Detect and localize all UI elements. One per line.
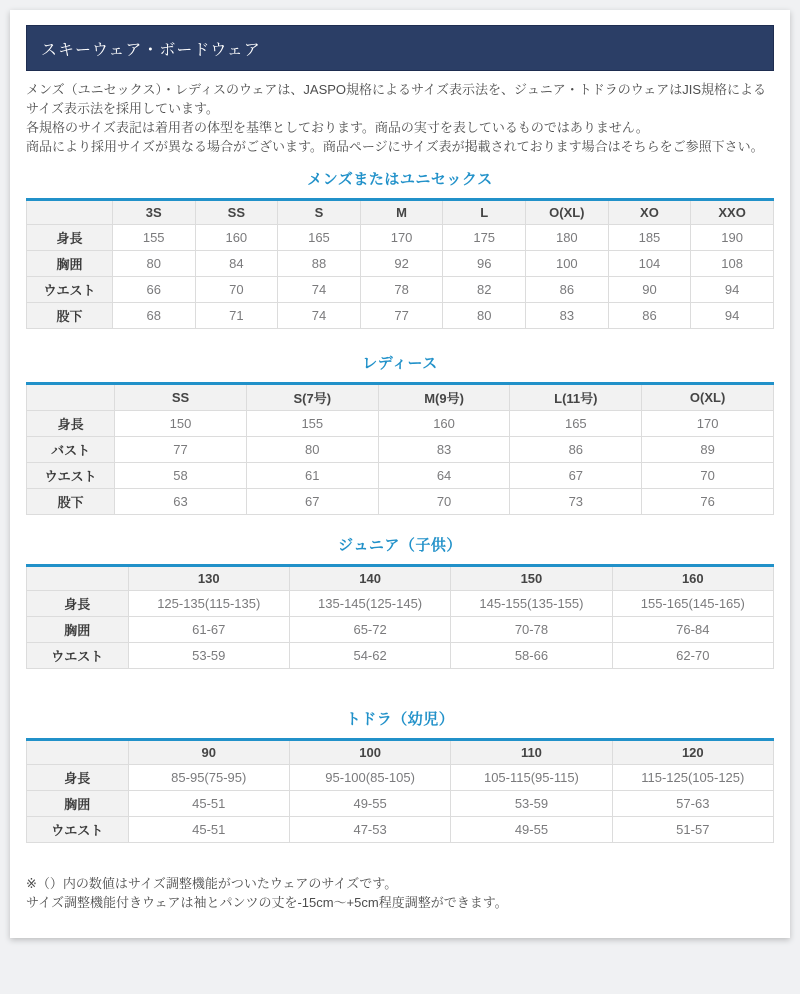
- column-header: 3S: [112, 200, 195, 225]
- value-cell: 67: [510, 463, 642, 489]
- table-row: [27, 643, 774, 669]
- footnotes: [26, 874, 774, 912]
- table-row: [27, 411, 774, 437]
- row-label: 身長: [27, 225, 113, 251]
- value-cell: 62-70: [612, 643, 773, 669]
- table-header-row: [27, 200, 774, 225]
- table-row: [27, 251, 774, 277]
- value-cell: 80: [246, 437, 378, 463]
- value-cell: 49-55: [451, 817, 612, 843]
- intro-line: 各規格のサイズ表記は着用者の体型を基準としております。商品の実寸を表しているものではありません。: [26, 120, 649, 135]
- row-label: 胸囲: [27, 251, 113, 277]
- value-cell: 84: [195, 251, 278, 277]
- value-cell: 83: [526, 303, 609, 329]
- column-header: XO: [608, 200, 691, 225]
- table-row: [27, 225, 774, 251]
- value-cell: 73: [510, 489, 642, 515]
- row-label: ウエスト: [27, 277, 113, 303]
- value-cell: 71: [195, 303, 278, 329]
- value-cell: 82: [443, 277, 526, 303]
- value-cell: 170: [360, 225, 443, 251]
- intro-line: メンズ（ユニセックス）・レディスのウェアは、JASPO規格によるサイズ表示法を、ジュニア・トドラのウェアはJIS規格によるサイズ表示法を採用しています。: [26, 82, 767, 116]
- size-table-section-toddler: [26, 709, 774, 843]
- value-cell: 76: [642, 489, 774, 515]
- column-header: SS: [195, 200, 278, 225]
- column-header: L: [443, 200, 526, 225]
- column-header: 150: [451, 566, 612, 591]
- column-header: 120: [612, 740, 773, 765]
- table-title-mens-unisex: メンズまたはユニセックス: [307, 171, 493, 188]
- value-cell: 76-84: [612, 617, 773, 643]
- column-header: O(XL): [526, 200, 609, 225]
- value-cell: 63: [115, 489, 247, 515]
- column-header: O(XL): [642, 384, 774, 411]
- row-label: 股下: [27, 489, 115, 515]
- value-cell: 165: [510, 411, 642, 437]
- table-row: [27, 463, 774, 489]
- value-cell: 115-125(105-125): [612, 765, 773, 791]
- value-cell: 100: [526, 251, 609, 277]
- corner-cell: [27, 384, 115, 411]
- table-row: [27, 303, 774, 329]
- value-cell: 89: [642, 437, 774, 463]
- value-cell: 45-51: [128, 817, 289, 843]
- value-cell: 85-95(75-95): [128, 765, 289, 791]
- value-cell: 54-62: [289, 643, 450, 669]
- size-table-section-junior: [26, 535, 774, 669]
- value-cell: 86: [510, 437, 642, 463]
- value-cell: 150: [115, 411, 247, 437]
- size-table-ladies: [26, 382, 774, 515]
- row-label: 胸囲: [27, 791, 129, 817]
- value-cell: 51-57: [612, 817, 773, 843]
- value-cell: 70: [642, 463, 774, 489]
- corner-cell: [27, 566, 129, 591]
- table-header-row: [27, 740, 774, 765]
- value-cell: 78: [360, 277, 443, 303]
- column-header: 140: [289, 566, 450, 591]
- size-table-toddler: [26, 738, 774, 843]
- value-cell: 57-63: [612, 791, 773, 817]
- table-row: [27, 437, 774, 463]
- value-cell: 86: [526, 277, 609, 303]
- column-header: M(9号): [378, 384, 510, 411]
- value-cell: 95-100(85-105): [289, 765, 450, 791]
- table-title-toddler: トドラ（幼児）: [345, 711, 455, 728]
- table-row: [27, 277, 774, 303]
- corner-cell: [27, 200, 113, 225]
- value-cell: 104: [608, 251, 691, 277]
- size-table-junior: [26, 564, 774, 669]
- column-header: 110: [451, 740, 612, 765]
- value-cell: 65-72: [289, 617, 450, 643]
- value-cell: 67: [246, 489, 378, 515]
- size-table-section-ladies: [26, 353, 774, 515]
- corner-cell: [27, 740, 129, 765]
- value-cell: 170: [642, 411, 774, 437]
- column-header: S: [278, 200, 361, 225]
- note-line: サイズ調整機能付きウェアは袖とパンツの丈を-15cm〜+5cm程度調整ができます。: [26, 895, 508, 910]
- row-label: ウエスト: [27, 817, 129, 843]
- value-cell: 190: [691, 225, 774, 251]
- table-row: [27, 817, 774, 843]
- value-cell: 68: [112, 303, 195, 329]
- column-header: M: [360, 200, 443, 225]
- value-cell: 160: [195, 225, 278, 251]
- note-line: ※（）内の数値はサイズ調整機能がついたウェアのサイズです。: [26, 876, 398, 891]
- value-cell: 88: [278, 251, 361, 277]
- value-cell: 94: [691, 277, 774, 303]
- row-label: ウエスト: [27, 643, 129, 669]
- table-row: [27, 591, 774, 617]
- page-header: [26, 25, 774, 71]
- value-cell: 64: [378, 463, 510, 489]
- value-cell: 180: [526, 225, 609, 251]
- value-cell: 77: [115, 437, 247, 463]
- value-cell: 160: [378, 411, 510, 437]
- value-cell: 155: [112, 225, 195, 251]
- size-table-mens-unisex: [26, 198, 774, 329]
- row-label: ウエスト: [27, 463, 115, 489]
- value-cell: 185: [608, 225, 691, 251]
- table-header-row: [27, 566, 774, 591]
- value-cell: 165: [278, 225, 361, 251]
- row-label: 股下: [27, 303, 113, 329]
- row-label: 身長: [27, 591, 129, 617]
- value-cell: 80: [112, 251, 195, 277]
- value-cell: 70: [195, 277, 278, 303]
- table-row: [27, 765, 774, 791]
- table-title-ladies: レディース: [362, 355, 438, 372]
- value-cell: 155: [246, 411, 378, 437]
- value-cell: 108: [691, 251, 774, 277]
- value-cell: 135-145(125-145): [289, 591, 450, 617]
- row-label: 身長: [27, 765, 129, 791]
- column-header: 100: [289, 740, 450, 765]
- value-cell: 49-55: [289, 791, 450, 817]
- value-cell: 83: [378, 437, 510, 463]
- table-title-junior: ジュニア（子供）: [338, 537, 462, 554]
- value-cell: 58-66: [451, 643, 612, 669]
- value-cell: 53-59: [128, 643, 289, 669]
- column-header: 160: [612, 566, 773, 591]
- column-header: 130: [128, 566, 289, 591]
- value-cell: 61: [246, 463, 378, 489]
- size-tables: [26, 169, 774, 843]
- value-cell: 45-51: [128, 791, 289, 817]
- content-card: [10, 10, 790, 938]
- column-header: XXO: [691, 200, 774, 225]
- value-cell: 66: [112, 277, 195, 303]
- value-cell: 175: [443, 225, 526, 251]
- column-header: SS: [115, 384, 247, 411]
- value-cell: 74: [278, 277, 361, 303]
- value-cell: 53-59: [451, 791, 612, 817]
- value-cell: 125-135(115-135): [128, 591, 289, 617]
- row-label: バスト: [27, 437, 115, 463]
- value-cell: 61-67: [128, 617, 289, 643]
- column-header: L(11号): [510, 384, 642, 411]
- value-cell: 96: [443, 251, 526, 277]
- table-row: [27, 489, 774, 515]
- row-label: 胸囲: [27, 617, 129, 643]
- value-cell: 80: [443, 303, 526, 329]
- value-cell: 105-115(95-115): [451, 765, 612, 791]
- intro-line: 商品により採用サイズが異なる場合がございます。商品ページにサイズ表が掲載されております場合はそちらをご参照下さい。: [26, 139, 764, 154]
- value-cell: 47-53: [289, 817, 450, 843]
- value-cell: 145-155(135-155): [451, 591, 612, 617]
- value-cell: 94: [691, 303, 774, 329]
- value-cell: 155-165(145-165): [612, 591, 773, 617]
- value-cell: 70-78: [451, 617, 612, 643]
- value-cell: 58: [115, 463, 247, 489]
- column-header: 90: [128, 740, 289, 765]
- value-cell: 74: [278, 303, 361, 329]
- table-row: [27, 791, 774, 817]
- row-label: 身長: [27, 411, 115, 437]
- page-title: スキーウェア・ボードウェア: [41, 42, 261, 59]
- table-header-row: [27, 384, 774, 411]
- column-header: S(7号): [246, 384, 378, 411]
- value-cell: 77: [360, 303, 443, 329]
- value-cell: 90: [608, 277, 691, 303]
- table-row: [27, 617, 774, 643]
- value-cell: 70: [378, 489, 510, 515]
- intro-text: [26, 80, 774, 156]
- value-cell: 86: [608, 303, 691, 329]
- size-table-section-mens-unisex: [26, 169, 774, 329]
- value-cell: 92: [360, 251, 443, 277]
